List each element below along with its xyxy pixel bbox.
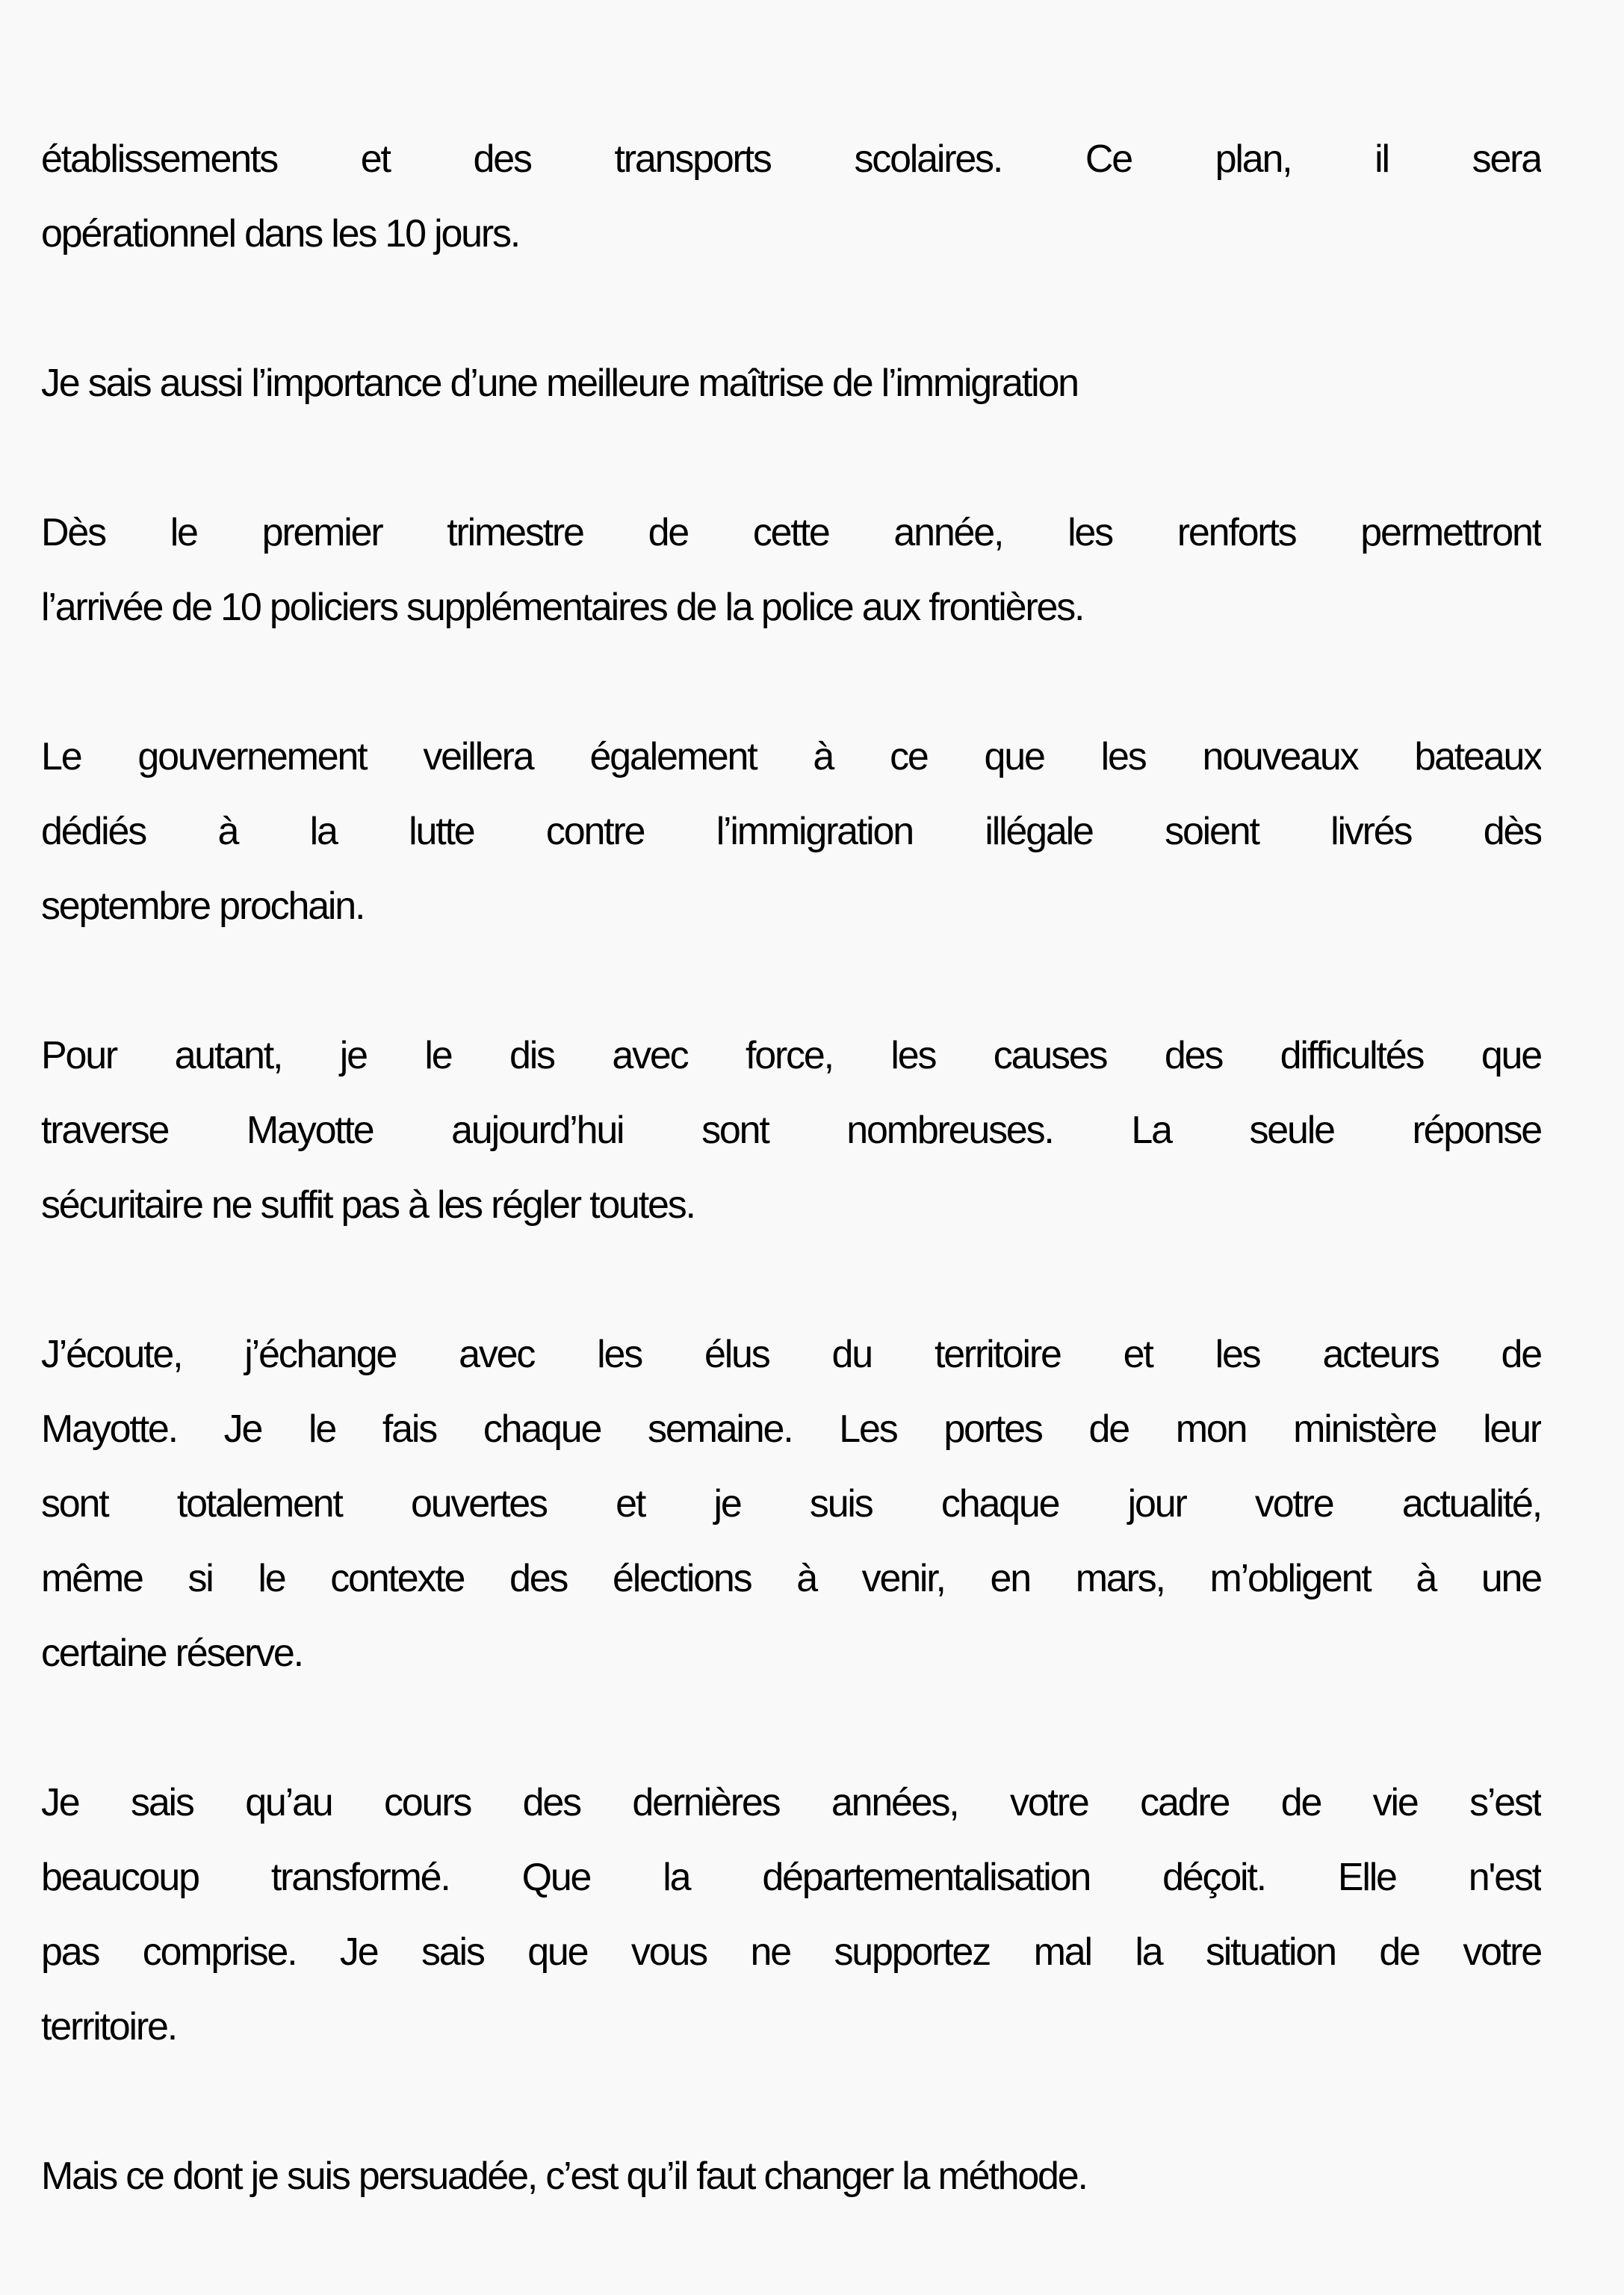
- paragraph: [41, 128, 1541, 278]
- text-line: l’arrivée de 10 policiers supplémentaires de la police aux frontières.: [41, 586, 1084, 629]
- text-line: septembre prochain.: [41, 885, 365, 928]
- paragraph: [41, 502, 1541, 651]
- text-line: territoire.: [41, 2005, 176, 2048]
- text-line: Dès le premier trimestre de cette année, les renforts permettront: [41, 511, 1541, 554]
- text-line: sécuritaire ne suffit pas à les régler toutes.: [41, 1183, 695, 1227]
- paragraph: [41, 1772, 1541, 2071]
- text-line: opérationnel dans les 10 jours.: [41, 212, 520, 255]
- text-line: J’écoute, j’échange avec les élus du territoire et les acteurs de: [41, 1333, 1541, 1376]
- text-line: certaine réserve.: [41, 1632, 303, 1675]
- text-line: Je sais qu’au cours des dernières années, votre cadre de vie s’est: [41, 1781, 1541, 1824]
- text-line: établissements et des transports scolaires. Ce plan, il sera: [41, 137, 1541, 181]
- paragraph: [41, 1025, 1541, 1249]
- document-page: [41, 128, 1541, 2295]
- paragraph: [41, 726, 1541, 950]
- paragraph: [41, 1324, 1541, 1697]
- text-line: Mayotte. Je le fais chaque semaine. Les portes de mon ministère leur: [41, 1407, 1541, 1451]
- text-line: traverse Mayotte aujourd’hui sont nombreuses. La seule réponse: [41, 1109, 1541, 1152]
- text-line: beaucoup transformé. Que la départementalisation déçoit. Elle n'est: [41, 1856, 1541, 1899]
- paragraph: [41, 2146, 1541, 2220]
- text-line: Le gouvernement veillera également à ce que les nouveaux bateaux: [41, 735, 1541, 778]
- text-line: Pour autant, je le dis avec force, les causes des difficultés que: [41, 1034, 1541, 1077]
- paragraph: [41, 353, 1541, 427]
- text-line: dédiés à la lutte contre l’immigration illégale soient livrés dès: [41, 810, 1541, 853]
- text-line: Je sais aussi l’importance d’une meilleure maîtrise de l’immigration: [41, 362, 1078, 405]
- text-line: même si le contexte des élections à venir, en mars, m’obligent à une: [41, 1557, 1541, 1600]
- text-line: pas comprise. Je sais que vous ne supportez mal la situation de votre: [41, 1930, 1541, 1974]
- text-line: Mais ce dont je suis persuadée, c’est qu’il faut changer la méthode.: [41, 2155, 1087, 2198]
- text-line: sont totalement ouvertes et je suis chaque jour votre actualité,: [41, 1482, 1541, 1526]
